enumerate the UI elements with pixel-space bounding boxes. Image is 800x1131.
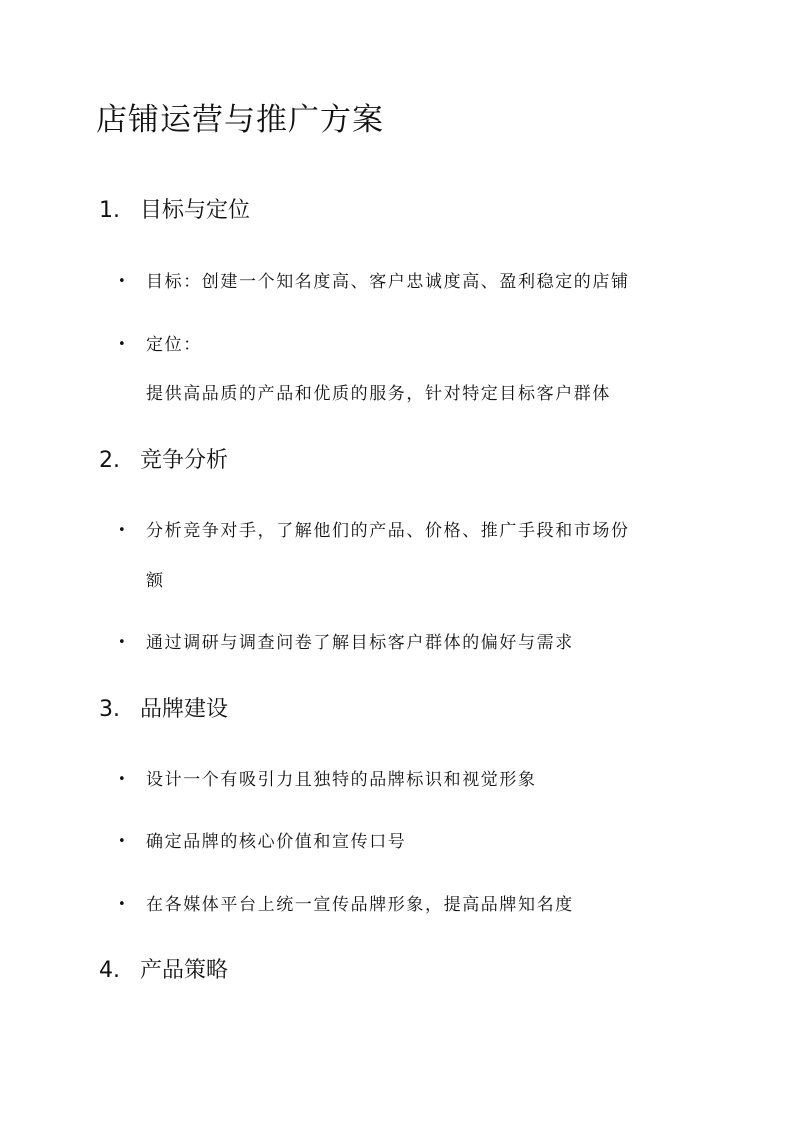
list-item-text: 在各媒体平台上统一宣传品牌形象，提高品牌知名度 <box>146 895 574 915</box>
bullet-icon: • <box>118 897 126 912</box>
list-item-text: 目标：创建一个知名度高、客户忠诚度高、盈利稳定的店铺 <box>146 272 630 292</box>
section-number: 2. <box>99 448 120 473</box>
section-title: 产品策略 <box>140 958 229 983</box>
section-number: 1. <box>99 198 120 223</box>
page-title: 店铺运营与推广方案 <box>96 102 384 138</box>
section-title: 竞争分析 <box>140 448 229 473</box>
section-heading-1 <box>99 196 250 226</box>
section-title: 目标与定位 <box>140 198 251 223</box>
bullet-icon: • <box>118 635 126 650</box>
section-heading-2 <box>99 446 228 476</box>
list-item-text: 通过调研与调查问卷了解目标客户群体的偏好与需求 <box>146 633 574 653</box>
bullet-icon: • <box>118 772 126 787</box>
bullet-icon: • <box>118 337 126 352</box>
list-item-continuation: 提供高品质的产品和优质的服务，针对特定目标客户群体 <box>146 384 611 404</box>
bullet-icon: • <box>118 523 126 538</box>
section-heading-4 <box>99 956 228 986</box>
bullet-icon: • <box>118 274 126 289</box>
bullet-icon: • <box>118 834 126 849</box>
section-number: 3. <box>99 697 120 722</box>
section-title: 品牌建设 <box>140 697 229 722</box>
list-item-text: 定位： <box>146 335 202 355</box>
list-item-text: 设计一个有吸引力且独特的品牌标识和视觉形象 <box>146 770 537 790</box>
list-item-text: 分析竞争对手，了解他们的产品、价格、推广手段和市场份 <box>146 521 630 541</box>
section-heading-3 <box>99 695 228 725</box>
section-number: 4. <box>99 958 120 983</box>
list-item-continuation: 额 <box>146 571 165 591</box>
list-item-text: 确定品牌的核心价值和宣传口号 <box>146 832 407 852</box>
